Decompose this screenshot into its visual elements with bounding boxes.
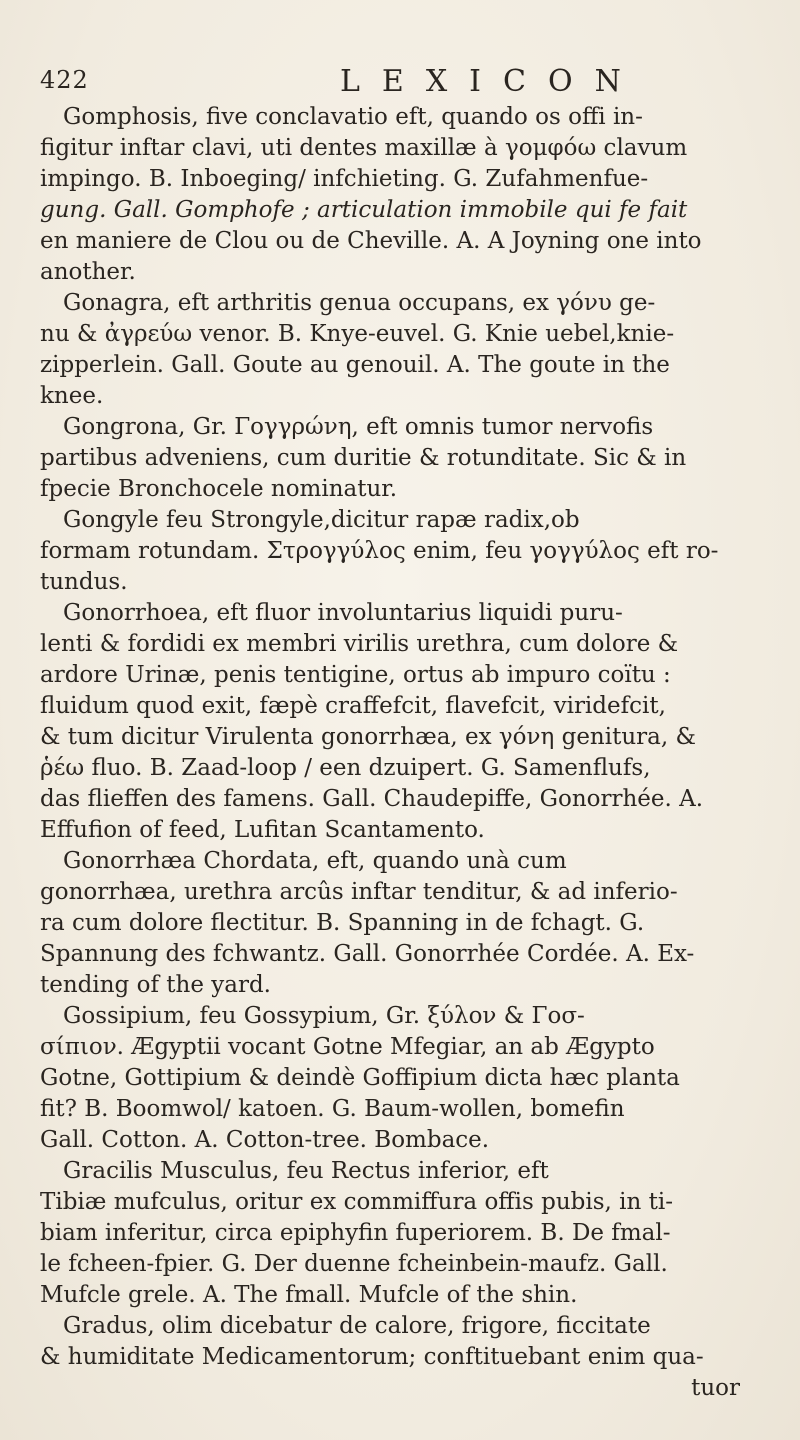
text-line: Gossipium, feu Gossypium, Gr. ξύλον & Γοσ-: [63, 1003, 585, 1029]
text-line: another.: [40, 259, 136, 285]
text-line: figitur inftar clavi, uti dentes maxillæ à γομφόω clavum: [40, 135, 688, 161]
text-line: σίπιον. Ægyptii vocant Gotne Mfegiar, an ab Ægypto: [40, 1034, 655, 1060]
text-line: partibus adveniens, cum duritie & rotunditate. Sic & in: [40, 445, 687, 471]
text-line: Spannung des fchwantz. Gall. Gonorrhée Cordée. A. Ex-: [40, 941, 695, 967]
text-line: lenti & fordidi ex membri virilis urethra, cum dolore &: [40, 631, 679, 657]
text-line: Tibiæ mufculus, oritur ex commiffura offis pubis, in ti-: [40, 1189, 674, 1215]
page-number: 422: [40, 66, 89, 94]
text-line: ῥέω fluo. B. Zaad-loop / een dzuipert. G. Samenflufs,: [40, 755, 651, 781]
text-line: Gracilis Musculus, feu Rectus inferior, eft: [63, 1158, 549, 1184]
text-line: tending of the yard.: [40, 972, 271, 998]
text-line: Gradus, olim dicebatur de calore, frigore, ficcitate: [63, 1313, 651, 1339]
text-line: fpecie Bronchocele nominatur.: [40, 476, 398, 502]
text-line: ardore Urinæ, penis tentigine, ortus ab impuro coïtu :: [40, 662, 671, 688]
catchword: tuor: [691, 1375, 740, 1401]
text-line: & humiditate Medicamentorum; conftituebant enim qua-: [40, 1344, 704, 1370]
text-line: en maniere de Clou ou de Cheville. A. A Joyning one into: [40, 228, 702, 254]
text-line: Gonorrhoea, eft fluor involuntarius liquidi puru-: [63, 600, 623, 626]
text-line: zipperlein. Gall. Goute au genouil. A. The goute in the: [40, 352, 670, 378]
text-line: Gonorrhæa Chordata, eft, quando unà cum: [63, 848, 567, 874]
text-line: gonorrhæa, urethra arcûs inftar tenditur, & ad inferio-: [40, 879, 678, 905]
text-line: biam inferitur, circa epiphyfin fuperiorem. B. De fmal-: [40, 1220, 671, 1246]
text-line: nu & ἀγρεύω venor. B. Knye-euvel. G. Knie uebel,knie-: [40, 321, 675, 347]
text-line: le fcheen-fpier. G. Der duenne fcheinbein-maufz. Gall.: [40, 1251, 668, 1277]
running-head: LEXICON: [340, 64, 643, 99]
text-line: Gongrona, Gr. Γογγρώνη, eft omnis tumor nervofis: [63, 414, 654, 440]
text-line: fit? B. Boomwol/ katoen. G. Baum-wollen, bomefin: [40, 1096, 625, 1122]
text-line: gung. Gall. Gomphofe ; articulation immobile qui fe fait: [40, 197, 688, 223]
text-line: das flieffen des famens. Gall. Chaudepiffe, Gonorrhée. A.: [40, 786, 704, 812]
text-line: & tum dicitur Virulenta gonorrhæa, ex γόνη genitura, &: [40, 724, 696, 750]
text-line: Gonagra, eft arthritis genua occupans, ex γόνυ ge-: [63, 290, 656, 316]
text-line: knee.: [40, 383, 104, 409]
text-line: Gall. Cotton. A. Cotton-tree. Bombace.: [40, 1127, 490, 1153]
text-line: Gotne, Gottipium & deindè Goffipium dicta hæc planta: [40, 1065, 680, 1091]
text-line: ra cum dolore flectitur. B. Spanning in de fchagt. G.: [40, 910, 645, 936]
dictionary-text: [40, 102, 760, 1404]
text-line: Gomphosis, five conclavatio eft, quando os offi in-: [63, 104, 643, 130]
text-line: Mufcle grele. A. The fmall. Mufcle of the shin.: [40, 1282, 578, 1308]
text-line: Effufion of feed, Lufitan Scantamento.: [40, 817, 485, 843]
text-line: Gongyle feu Strongyle,dicitur rapæ radix,ob: [63, 507, 580, 533]
text-line: fluidum quod exit, fæpè craffefcit, flavefcit, viridefcit,: [40, 693, 666, 719]
text-line: impingo. B. Inboeging/ infchieting. G. Zufahmenfue-: [40, 166, 649, 192]
page-header: [40, 66, 760, 102]
text-line: tundus.: [40, 569, 128, 595]
text-line: formam rotundam. Στρογγύλος enim, feu γογγύλος eft ro-: [40, 538, 719, 564]
